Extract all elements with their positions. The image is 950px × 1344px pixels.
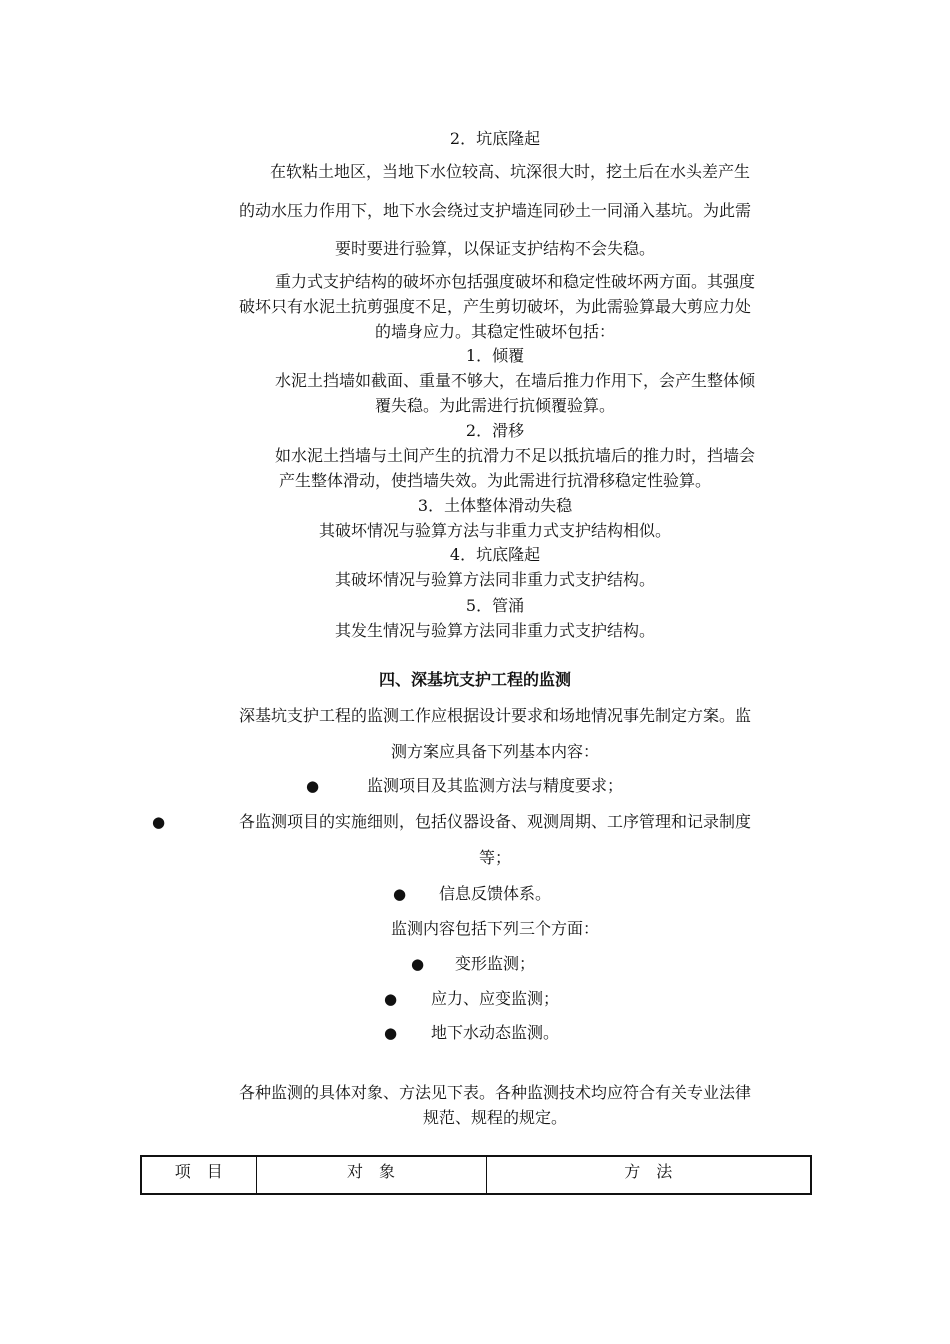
bullet-icon: ● [384, 990, 398, 1008]
paragraph-line: 规范、规程的规定。 [422, 1108, 567, 1127]
paragraph-line: 产生整体滑动，使挡墙失效。为此需进行抗滑移稳定性验算。 [278, 471, 711, 490]
paragraph-line: 如水泥土挡墙与土间产生的抗滑力不足以抵抗墙后的推力时，挡墙会 [274, 446, 755, 465]
paragraph-line: 破坏只有水泥土抗剪强度不足，产生剪切破坏，为此需验算最大剪应力处 [238, 297, 751, 316]
section-heading: 四、深基坑支护工程的监测 [378, 670, 571, 689]
list-item-continuation: 等； [478, 848, 511, 867]
bullet-icon: ● [393, 885, 407, 903]
list-item: 应力、应变监测； [430, 989, 559, 1008]
paragraph-line: 测方案应具备下列基本内容： [390, 742, 599, 761]
subheading-overall-slide: 3．土体整体滑动失稳 [417, 496, 573, 515]
subheading-pit-bottom-heave: 2．坑底隆起 [449, 129, 541, 148]
paragraph-line: 深基坑支护工程的监测工作应根据设计要求和场地情况事先制定方案。监 [238, 706, 751, 725]
paragraph-line: 的动水压力作用下，地下水会绕过支护墙连同砂土一同涌入基坑。为此需 [238, 201, 751, 220]
bullet-icon: ● [306, 777, 320, 795]
table-header-method: 方 法 [486, 1156, 811, 1194]
bullet-icon: ● [411, 955, 425, 973]
monitoring-table [140, 1155, 812, 1195]
paragraph-line: 覆失稳。为此需进行抗倾覆验算。 [374, 396, 615, 415]
bullet-icon: ● [152, 813, 166, 831]
table-header-item: 项 目 [141, 1156, 256, 1194]
list-item: 信息反馈体系。 [438, 884, 551, 903]
bullet-icon: ● [384, 1024, 398, 1042]
list-item: 地下水动态监测。 [430, 1023, 559, 1042]
paragraph-line: 要时要进行验算，以保证支护结构不会失稳。 [334, 239, 655, 258]
paragraph-line: 其破坏情况与验算方法同非重力式支护结构。 [334, 570, 655, 589]
paragraph-line: 各种监测的具体对象、方法见下表。各种监测技术均应符合有关专业法律 [238, 1083, 751, 1102]
subheading-overturning: 1．倾覆 [465, 346, 525, 365]
paragraph-line: 重力式支护结构的破坏亦包括强度破坏和稳定性破坏两方面。其强度 [274, 272, 755, 291]
paragraph-line: 的墙身应力。其稳定性破坏包括： [374, 322, 615, 341]
paragraph-line: 在软粘土地区，当地下水位较高、坑深很大时，挖土后在水头差产生 [269, 162, 750, 181]
paragraph-line: 水泥土挡墙如截面、重量不够大，在墙后推力作用下，会产生整体倾 [274, 371, 755, 390]
table-header-object: 对 象 [256, 1156, 486, 1194]
table-header-row [141, 1156, 811, 1194]
subheading-piping: 5．管涌 [465, 596, 525, 615]
paragraph-line: 其发生情况与验算方法同非重力式支护结构。 [334, 621, 655, 640]
list-item: 各监测项目的实施细则，包括仪器设备、观测周期、工序管理和记录制度 [238, 812, 751, 831]
subheading-pit-bottom-heave-2: 4．坑底隆起 [449, 545, 541, 564]
list-item: 监测项目及其监测方法与精度要求； [366, 776, 623, 795]
paragraph-line: 其破坏情况与验算方法与非重力式支护结构相似。 [318, 521, 671, 540]
subheading-sliding: 2．滑移 [465, 421, 525, 440]
paragraph-line: 监测内容包括下列三个方面： [390, 919, 599, 938]
list-item: 变形监测； [454, 954, 535, 973]
